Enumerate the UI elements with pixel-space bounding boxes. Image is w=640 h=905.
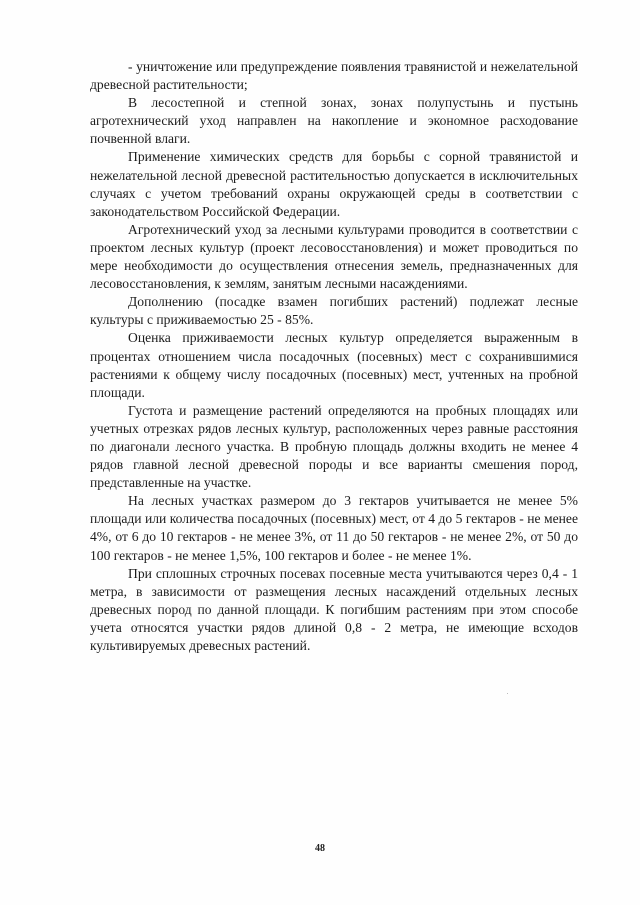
paragraph: - уничтожение или предупреждение появления травянистой и нежелательной древесной растительности; <box>90 59 578 93</box>
scan-speck <box>507 693 508 694</box>
paragraph: На лесных участках размером до 3 гектаров учитывается не менее 5% площади или количества посадочных (посевных) мест, от 4 до 5 гектаров - не менее 4%, от 6 до 10 гектаров - не менее 3%, от 11 до 50 гектаров - не менее 2%, от 50 до 100 гектаров - не менее 1,5%, 100 гектаров и более - не менее 1%. <box>90 493 578 563</box>
body-text <box>90 58 578 655</box>
paragraph: Агротехнический уход за лесными культурами проводится в соответствии с проектом лесных культур (проект лесовосстановления) и может проводиться по мере необходимости до осуществления отнесения земель, предназначенных для лесовосстановления, к землям, занятым лесными насаждениями. <box>90 221 578 292</box>
page-number: 48 <box>315 843 325 854</box>
paragraph: В лесостепной и степной зонах, зонах полупустынь и пустынь агротехнический уход направлен на накопление и экономное расходование почвенной влаги. <box>90 95 578 147</box>
paragraph: Густота и размещение растений определяются на пробных площадях или учетных отрезках рядов лесных культур, расположенных через равные расстояния по диагонали лесного участка. В пробную площадь должны входить не менее 4 рядов главной лесной древесной породы и все варианты смешения пород, представленные на участке. <box>90 402 578 491</box>
paragraph: Применение химических средств для борьбы с сорной травянистой и нежелательной лесной древесной растительностью допускается в исключительных случаях с учетом требований охраны окружающей среды в соответствии с законодательством Российской Федерации. <box>90 149 578 219</box>
paragraph: При сплошных строчных посевах посевные места учитываются через 0,4 - 1 метра, в зависимости от размещения лесных насаждений отдельных лесных древесных пород по данной площади. К погибшим растениям при этом способе учета относятся участки рядов длиной 0,8 - 2 метра, не имеющие всходов культивируемых древесных растений. <box>90 565 578 653</box>
paragraph: Дополнению (посадке взамен погибших растений) подлежат лесные культуры с приживаемостью 25 - 85%. <box>90 294 578 328</box>
paragraph: Оценка приживаемости лесных культур определяется выраженным в процентах отношением числа посадочных (посевных) мест с сохранившимися растениями к общему числу посадочных (посевных) мест, учтенных на пробной площади. <box>90 330 578 400</box>
